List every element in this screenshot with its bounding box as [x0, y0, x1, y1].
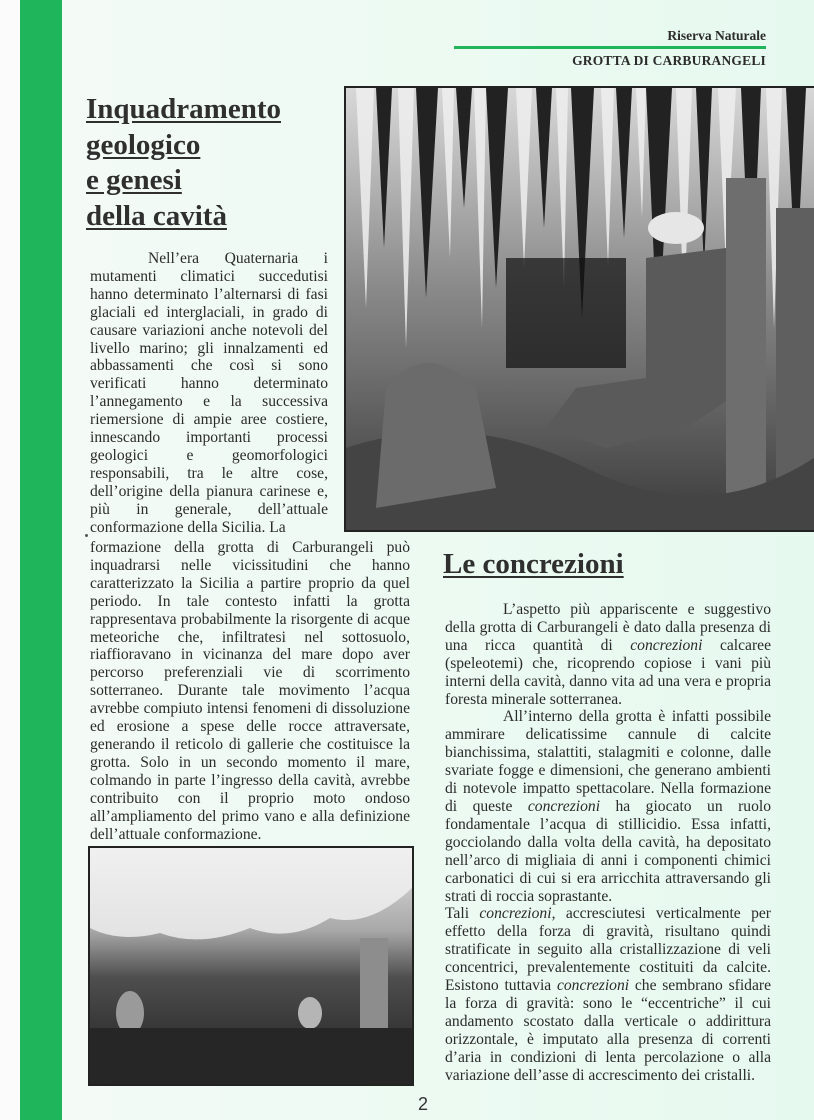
page-left-margin: [0, 0, 20, 1120]
paragraph: [445, 708, 771, 905]
running-head-series: Riserva Naturale: [667, 28, 766, 43]
geology-text-column-top: [90, 250, 328, 537]
paragraph: Nell’era Quaternaria i mutamenti climatici succedutisi hanno determinato l’alternarsi di fasi glaciali ed interglaciali, in grado di causare variazioni anche notevoli del livello marino; gli innalzamenti ed abbassamenti che così si sono verificati hanno determinato l’annegamento e la successiva riemersione di ampie aree costiere, innescando importanti processi geologici e geomorfologici responsabili, tra le altre cose, dell’origine della pianura carinese e, più in generale, dell’attuale conformazione della Sicilia. La: [90, 250, 328, 536]
title-line: e genesi: [86, 164, 182, 196]
running-head: [454, 28, 766, 69]
text-run: che sembrano sfidare la forza di gravità: sono le “eccentriche” il cui andamento scostato dalla verticale o addirittura orizzontale, è imputato alla presenza di correnti d’aria in condizioni di lenta percolazione o alla variazione dell’asse di accrescimento dei cristalli.: [445, 977, 771, 1084]
text-run: Tali: [445, 905, 480, 923]
running-head-rule: [454, 46, 766, 49]
cave-photo-caver: [344, 86, 814, 532]
green-side-stripe: [20, 0, 62, 1120]
paragraph: [445, 905, 771, 1084]
italic-term: concrezioni: [479, 905, 552, 923]
concretions-text-column: [445, 601, 771, 1084]
title-line: Inquadramento: [86, 93, 281, 125]
italic-term: concrezioni: [556, 977, 630, 995]
italic-term: concrezioni: [527, 797, 601, 815]
italic-term: concrezioni: [630, 636, 703, 654]
section-title-geology: [86, 92, 336, 234]
paragraph: [445, 601, 771, 708]
text-run: calcaree (speleotemi) che, ricoprendo copiose i vani più interni della cavità, danno vita ad una vera e propria foresta minerale sotterranea.: [445, 636, 771, 708]
text-run: L’aspetto più appariscente e suggestivo della grotta di Carburangeli è dato dalla presenza di una ricca quantità di: [445, 601, 771, 654]
text-run: All’interno della grotta è infatti possibile ammirare delicatissime cannule di calcite bianchissima, stalattiti, stalagmiti e colonne, dalle svariate fogge e dimensioni, che generano ambienti di notevole impatto spettacolare. Nella formazione di queste: [445, 708, 771, 815]
section-title-concretions: Le concrezioni: [443, 548, 624, 580]
running-head-title: GROTTA DI CARBURANGELI: [572, 53, 766, 68]
title-line: geologico: [86, 128, 201, 161]
text-run: , accresciutesi verticalmente per effetto della forza di gravità, risultano quindi stratificate in seguito alla cristallizzazione di veli concentrici, prevalentemente costituiti da calcite. Esistono tuttavia: [445, 905, 771, 995]
cave-photo-flooded-chamber: [88, 846, 414, 1086]
page-number: 2: [418, 1094, 429, 1114]
scan-dot: [85, 534, 88, 537]
title-line: della cavità: [86, 199, 227, 232]
cave-photo-caver-image: [346, 88, 814, 530]
paragraph: formazione della grotta di Carburangeli può inquadrarsi nelle vicissitudini che hanno caratterizzato la Sicilia a partire proprio da quel periodo. In tale contesto infatti la grotta rappresentava probabilmente la risorgente di acque meteoriche che, infiltratesi nel sottosuolo, riaffioravano in vicinanza del mare dopo aver percorso preferenziali vie di scorrimento sotterraneo. Durante tale movimento l’acqua avrebbe compiuto intensi fenomeni di dissoluzione ed erosione a spese delle rocce attraversate, generando il reticolo di gallerie che costituisce la grotta. Solo in un secondo momento il mare, colmando in parte l’ingresso della cavità, avrebbe contribuito con il proprio moto ondoso all’ampliamento del primo vano e alla definizione dell’attuale conformazione.: [90, 539, 410, 843]
text-run: ha giocato un ruolo fondamentale l’acqua di stillicidio. Essa infatti, gocciolando dalla volta della cavità, ha depositato nell’arco di migliaia di anni i componenti chimici carbonatici di cui si era arricchita attraversando gli strati di roccia soprastante.: [445, 797, 771, 905]
cave-photo-flooded-chamber-image: [90, 848, 412, 1084]
geology-text-column-bottom: [90, 539, 410, 843]
